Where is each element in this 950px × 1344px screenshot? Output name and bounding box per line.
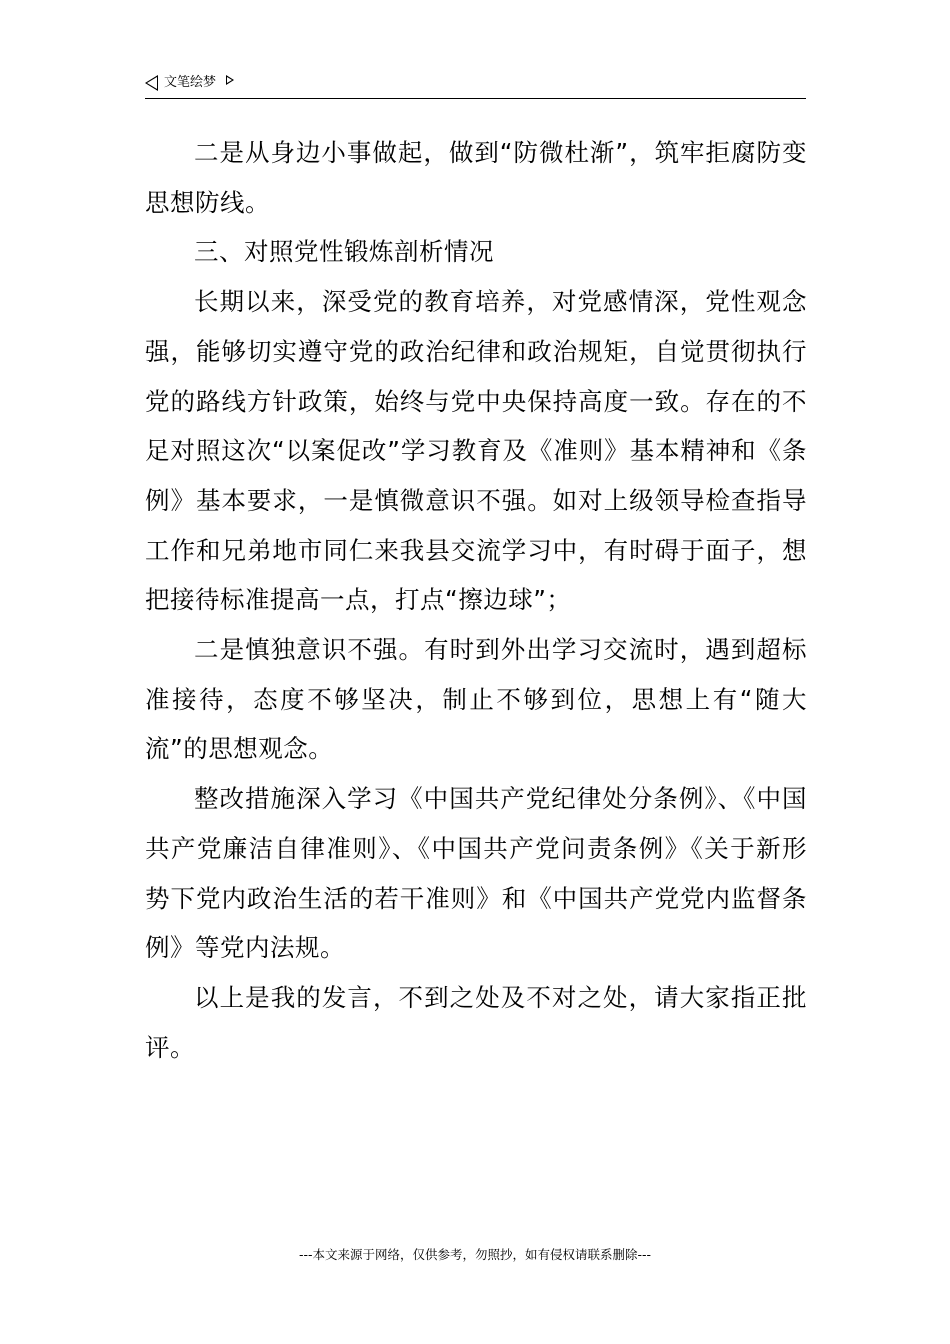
page-footer: ---本文来源于网络，仅供参考，勿照抄，如有侵权请联系删除--- <box>298 1247 652 1262</box>
page-header <box>145 72 806 99</box>
paragraph-2: 长期以来，深受党的教育培养，对党感情深，党性观念强，能够切实遵守党的政治纪律和政治规矩，自觉贯彻执行党的路线方针政策，始终与党中央保持高度一致。存在的不足对照这次“以案促改”学习教育及《准则》基本精神和《条例》基本要求，一是慎微意识不强。如对上级领导检查指导工作和兄弟地市同仁来我县交流学习中，有时碍于面子，想把接待标准提高一点，打点“擦边球”； <box>145 287 807 615</box>
section-heading: 三、对照党性锻炼剖析情况 <box>194 237 494 267</box>
document-body <box>145 128 807 1072</box>
triangle-left-icon <box>145 75 158 91</box>
paragraph-5: 以上是我的发言，不到之处及不对之处，请大家指正批评。 <box>145 982 807 1062</box>
header-inner <box>145 74 234 92</box>
paragraph-3: 二是慎独意识不强。有时到外出学习交流时，遇到超标准接待，态度不够坚决，制止不够到位，思想上有“随大流”的思想观念。 <box>145 635 807 764</box>
paragraph-1: 二是从身边小事做起，做到“防微杜渐”，筑牢拒腐防变思想防线。 <box>145 138 807 217</box>
paragraph-4: 整改措施深入学习《中国共产党纪律处分条例》、《中国共产党廉洁自律准则》、《中国共产党问责条例》《关于新形势下党内政治生活的若干准则》和《中国共产党党内监督条例》等党内法规。 <box>145 784 807 963</box>
triangle-right-icon <box>226 75 234 85</box>
header-title: 文笔绘梦 <box>164 75 217 90</box>
